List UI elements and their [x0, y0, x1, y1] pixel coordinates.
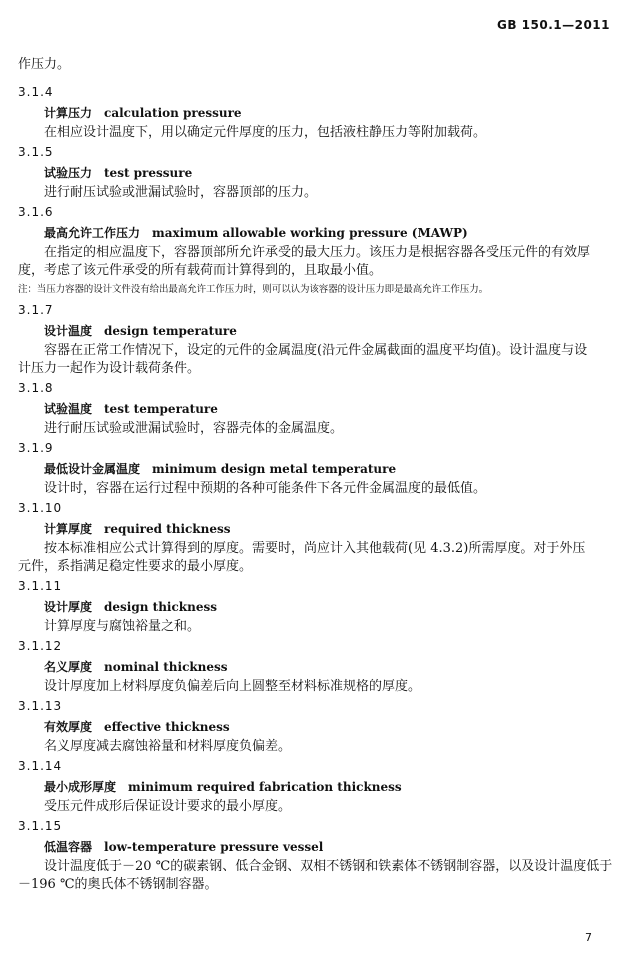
term-definition: [18, 858, 613, 894]
term-english: calculation pressure: [104, 106, 242, 120]
section-number: 3.1.15: [18, 819, 63, 833]
standard-header: GB 150.1—2011: [496, 18, 610, 32]
section-number: 3.1.4: [18, 85, 54, 99]
term-english: maximum allowable working pressure (MAWP): [152, 226, 468, 240]
section-number: 3.1.11: [18, 579, 63, 593]
definition-line: 设计温度低于－20 ℃的碳素钢、低合金钢、双相不锈钢和铁素体不锈钢制容器，以及设计温度低于: [44, 859, 613, 874]
term-english: test temperature: [104, 402, 218, 416]
term-chinese: 计算厚度: [44, 522, 93, 536]
term-chinese: 最小成形厚度: [44, 780, 117, 794]
term-english: effective thickness: [104, 720, 230, 734]
section-number: 3.1.12: [18, 639, 63, 653]
term-heading: [18, 518, 610, 540]
term-heading: [18, 162, 610, 184]
term-entry: [18, 300, 610, 378]
term-english: minimum design metal temperature: [152, 462, 397, 476]
term-chinese: 低温容器: [44, 840, 93, 854]
section-number: 3.1.9: [18, 441, 54, 455]
term-english: test pressure: [104, 166, 193, 180]
definition-line: 度，考虑了该元件承受的所有载荷而计算得到的，且取最小值。: [18, 263, 383, 278]
term-heading: [18, 656, 610, 678]
term-english: low-temperature pressure vessel: [104, 840, 324, 854]
term-heading: [18, 222, 610, 244]
term-definition: [18, 618, 610, 636]
term-heading: [18, 716, 610, 738]
definition-line: 计算厚度与腐蚀裕量之和。: [44, 619, 201, 634]
term-entry: [18, 756, 610, 816]
term-chinese: 计算压力: [44, 106, 93, 120]
continuation-text: 作压力。: [18, 57, 71, 72]
term-heading: [18, 776, 610, 798]
definition-line: －196 ℃的奥氏体不锈钢制容器。: [18, 877, 218, 892]
term-definition: [18, 480, 610, 498]
definition-line: 在相应设计温度下，用以确定元件厚度的压力，包括液柱静压力等附加载荷。: [44, 125, 487, 140]
term-chinese: 名义厚度: [44, 660, 93, 674]
term-definition: [18, 798, 610, 816]
definition-line: 计压力一起作为设计载荷条件。: [18, 361, 201, 376]
definition-line: 设计厚度加上材料厚度负偏差后向上圆整至材料标准规格的厚度。: [44, 679, 422, 694]
term-heading: [18, 320, 610, 342]
term-heading: [18, 102, 610, 124]
term-definition: [18, 678, 610, 696]
section-number: 3.1.13: [18, 699, 63, 713]
term-chinese: 试验温度: [44, 402, 93, 416]
definition-line: 容器在正常工作情况下，设定的元件的金属温度(沿元件金属截面的温度平均值)。设计温度与设: [44, 343, 588, 358]
term-chinese: 最高允许工作压力: [44, 226, 141, 240]
term-chinese: 设计温度: [44, 324, 93, 338]
term-note: 注：当压力容器的设计文件没有给出最高允许工作压力时，则可以认为该容器的设计压力即是最高允许工作压力。: [18, 284, 489, 295]
term-entry: [18, 636, 610, 696]
section-number: 3.1.14: [18, 759, 63, 773]
term-definition: [18, 124, 610, 142]
term-entry: [18, 696, 610, 756]
term-definition: [18, 420, 610, 438]
term-list: [18, 82, 613, 894]
definition-line: 按本标准相应公式计算得到的厚度。需要时，尚应计入其他载荷(见 4.3.2)所需厚度。对于外压: [44, 541, 586, 556]
section-number: 3.1.7: [18, 303, 54, 317]
term-chinese: 试验压力: [44, 166, 93, 180]
definition-line: 设计时，容器在运行过程中预期的各种可能条件下各元件金属温度的最低值。: [44, 481, 487, 496]
definition-line: 受压元件成形后保证设计要求的最小厚度。: [44, 799, 292, 814]
term-entry: [18, 142, 610, 202]
term-english: required thickness: [104, 522, 231, 536]
section-number: 3.1.10: [18, 501, 63, 515]
definition-line: 元件，系指满足稳定性要求的最小厚度。: [18, 559, 253, 574]
term-entry: [18, 378, 610, 438]
term-entry: [18, 82, 610, 142]
term-chinese: 最低设计金属温度: [44, 462, 141, 476]
term-chinese: 有效厚度: [44, 720, 93, 734]
term-heading: [18, 398, 610, 420]
term-entry: [18, 202, 610, 300]
term-entry: [18, 816, 613, 894]
term-chinese: 设计厚度: [44, 600, 93, 614]
definition-line: 进行耐压试验或泄漏试验时，容器顶部的压力。: [44, 185, 318, 200]
term-definition: [18, 342, 610, 378]
term-english: design thickness: [104, 600, 217, 614]
definition-line: 进行耐压试验或泄漏试验时，容器壳体的金属温度。: [44, 421, 344, 436]
term-entry: [18, 438, 610, 498]
term-definition: [18, 540, 610, 576]
definition-line: 名义厚度减去腐蚀裕量和材料厚度负偏差。: [44, 739, 292, 754]
term-definition: [18, 184, 610, 202]
document-body: [18, 56, 613, 894]
term-entry: [18, 498, 610, 576]
term-english: design temperature: [104, 324, 237, 338]
term-entry: [18, 576, 610, 636]
term-heading: [18, 596, 610, 618]
section-number: 3.1.5: [18, 145, 54, 159]
term-heading: [18, 458, 610, 480]
section-number: 3.1.6: [18, 205, 54, 219]
definition-line: 在指定的相应温度下，容器顶部所允许承受的最大压力。该压力是根据容器各受压元件的有效厚: [44, 245, 591, 260]
term-definition: [18, 244, 610, 280]
section-number: 3.1.8: [18, 381, 54, 395]
page-number: 7: [585, 931, 592, 944]
term-english: nominal thickness: [104, 660, 228, 674]
term-definition: [18, 738, 610, 756]
term-heading: [18, 836, 610, 858]
term-english: minimum required fabrication thickness: [128, 780, 402, 794]
